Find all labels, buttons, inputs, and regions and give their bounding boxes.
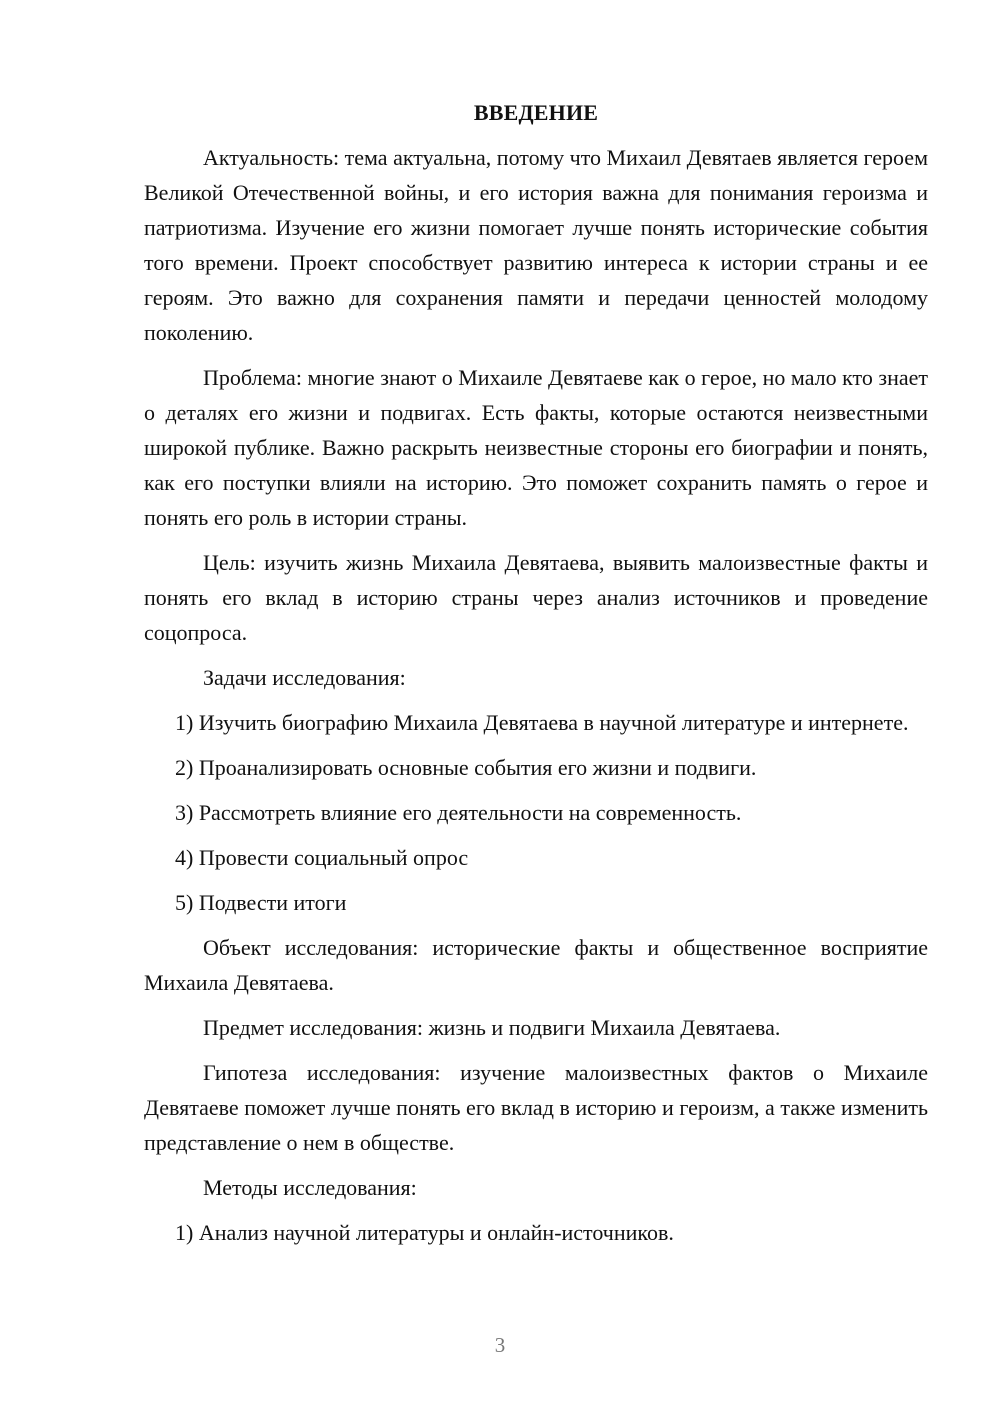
object-paragraph: Объект исследования: исторические факты и общественное восприятие Михаила Девятаева. [144, 935, 928, 995]
task-item: 4) Провести социальный опрос [175, 845, 469, 870]
hypothesis-paragraph: Гипотеза исследования: изучение малоизвестных фактов о Михаиле Девятаеве поможет лучше понять его вклад в историю и героизм, а также изменить представление о нем в обществе. [144, 1060, 928, 1155]
task-item: 5) Подвести итоги [175, 890, 347, 915]
subject-paragraph: Предмет исследования: жизнь и подвиги Михаила Девятаева. [203, 1015, 781, 1040]
task-item: 2) Проанализировать основные события его жизни и подвиги. [175, 755, 757, 780]
task-item: 3) Рассмотреть влияние его деятельности на современность. [175, 800, 742, 825]
goal-paragraph: Цель: изучить жизнь Михаила Девятаева, выявить малоизвестные факты и понять его вклад в историю страны через анализ источников и проведение соцопроса. [144, 550, 928, 645]
section-heading: ВВЕДЕНИЕ [473, 100, 599, 125]
task-item: 1) Изучить биографию Михаила Девятаева в научной литературе и интернете. [175, 710, 909, 735]
methods-title: Методы исследования: [203, 1175, 417, 1200]
relevance-paragraph: Актуальность: тема актуальна, потому что Михаил Девятаев является героем Великой Отечественной войны, и его история важна для понимания героизма и патриотизма. Изучение его жизни помогает лучше понять исторические события того времени. Проект способствует развитию интереса к истории страны и ее героям. Это важно для сохранения памяти и передачи ценностей молодому поколению. [144, 145, 928, 345]
method-item: 1) Анализ научной литературы и онлайн-источников. [175, 1220, 674, 1245]
tasks-title: Задачи исследования: [203, 665, 406, 690]
page-number: 3 [494, 1333, 506, 1357]
page-content [144, 95, 928, 1260]
problem-paragraph: Проблема: многие знают о Михаиле Девятаеве как о герое, но мало кто знает о деталях его жизни и подвигах. Есть факты, которые остаются неизвестными широкой публике. Важно раскрыть неизвестные стороны его биографии и понять, как его поступки влияли на историю. Это поможет сохранить память о герое и понять его роль в истории страны. [144, 365, 928, 530]
